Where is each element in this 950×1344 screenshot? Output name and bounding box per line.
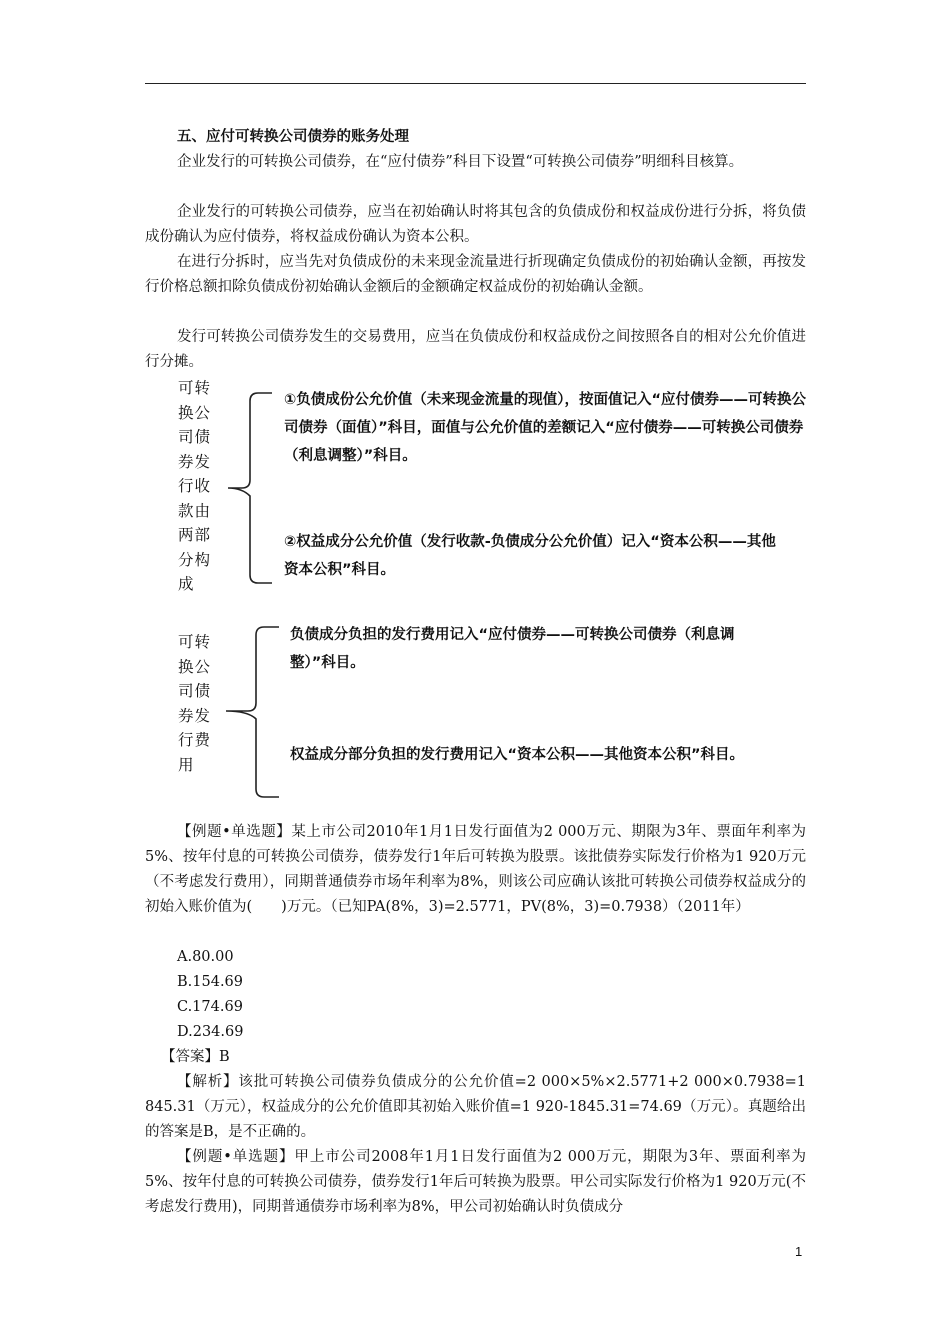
diagram2-item2: 权益成分部分负担的发行费用记入“资本公积——其他资本公积”科目。 [290, 747, 745, 763]
question-2-stem: 【例题•单选题】甲上市公司2008年1月1日发行面值为2 000万元，期限为3年、票面利率为5%、按年付息的可转换公司债券，债券发行1年后可转换为股票。甲公司实际发行价格为1 920万元(不考虑发行费用)，同期普通债券市场利率为8%，甲公司初始确认时负债成分 [145, 1149, 806, 1215]
section-title: 五、应付可转换公司债券的账务处理 [177, 128, 409, 145]
answer: 【答案】B [161, 1049, 230, 1065]
option-a: A.80.00 [177, 949, 234, 965]
option-d: D.234.69 [177, 1024, 244, 1040]
diagram2-item1: 负债成分负担的发行费用记入“应付债券——可转换公司债券（利息调整）”科目。 [290, 627, 735, 671]
diagram1-label: 可转换公司债券发行收款由两部分构成 [178, 379, 212, 593]
page-number: 1 [795, 1244, 803, 1259]
diagram1-item2: ②权益成分公允价值（发行收款-负债成分公允价值）记入“资本公积——其他资本公积”科目。 [284, 534, 776, 578]
question-1-stem: 【例题•单选题】某上市公司2010年1月1日发行面值为2 000万元、期限为3年、票面年利率为5%、按年付息的可转换公司债券，债券发行1年后可转换为股票。该批债券实际发行价格为1 920万元（不考虑发行费用），同期普通债券市场年利率为8%，则该公司应确认该批可转换公司债券权益成分的初始入账价值为( )万元。（已知PA(8%，3)=2.5771，PV(8%，3)=0.7938）（2011年） [145, 824, 806, 915]
option-c: C.174.69 [177, 999, 243, 1015]
analysis: 【解析】该批可转换公司债券负债成分的公允价值=2 000×5%×2.5771+2 000×0.7938=1 845.31（万元），权益成分的公允价值即其初始入账价值=1 920-1845.31=74.69（万元）。真题给出的答案是B，是不正确的。 [145, 1074, 806, 1140]
paragraph-1: 企业发行的可转换公司债券，在“应付债券”科目下设置“可转换公司债券”明细科目核算。 [177, 154, 744, 170]
diagram1-item1: ①负债成份公允价值（未来现金流量的现值），按面值记入“应付债券——可转换公司债券（面值）”科目，面值与公允价值的差额记入“应付债券——可转换公司债券（利息调整）”科目。 [284, 392, 807, 464]
option-b: B.154.69 [177, 974, 244, 990]
paragraph-3: 在进行分拆时，应当先对负债成份的未来现金流量进行折现确定负债成份的初始确认金额，再按发行价格总额扣除负债成份初始确认金额后的金额确定权益成份的初始确认金额。 [145, 254, 806, 295]
diagram2-label: 可转换公司债券发行费用 [178, 633, 212, 774]
paragraph-4: 发行可转换公司债券发生的交易费用，应当在负债成份和权益成份之间按照各自的相对公允价值进行分摊。 [145, 329, 806, 370]
paragraph-2: 企业发行的可转换公司债券，应当在初始确认时将其包含的负债成份和权益成份进行分拆，将负债成份确认为应付债券，将权益成份确认为资本公积。 [145, 204, 806, 245]
